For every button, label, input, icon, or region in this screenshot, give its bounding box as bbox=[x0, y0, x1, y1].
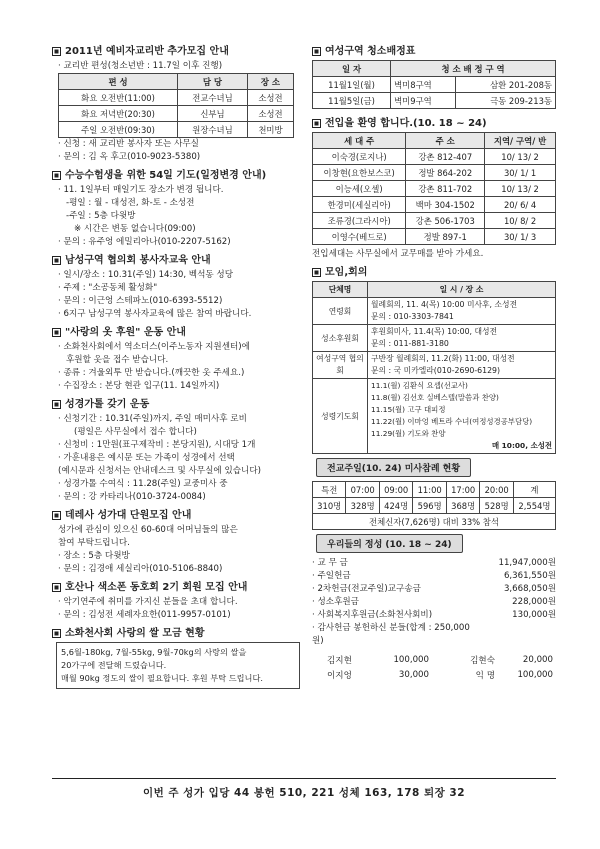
text-line: · 가훈내용은 예시문 또는 가족이 성경에서 선택 bbox=[58, 453, 235, 463]
table-cell: 벽미8구역 bbox=[391, 77, 456, 93]
table-cell: 구반장 월례회의, 11.2(화) 11:00, 대성전 문의 : 국 미카엘라(010-2690-6129) bbox=[368, 352, 556, 379]
section-title: 데레사 성가대 단원모집 안내 bbox=[52, 506, 300, 521]
table-cell: 화요 오전반(11:00) bbox=[59, 90, 178, 106]
table-cell: 이숙경(로지나) bbox=[313, 149, 406, 165]
table-header: 지역/ 구역/ 반 bbox=[485, 133, 556, 149]
text-line: · 신청 : 새 교리반 봉사자 또는 사무실 bbox=[58, 139, 199, 149]
text-line: · 소화천사회에서 역소더스(이주노동자 지원센터)에 bbox=[58, 342, 250, 352]
table-cell: 11.1(월) 김환식 요셉(선교사) 11.8(월) 김선호 실베스텔(말씀과 찬양) 11.15(월) 고구 대피정 11.22(월) 이마엉 베트라 수녀(여정성경공부담당) 11.29(월) 기도와 찬양 매 10:00, 소성전 bbox=[368, 379, 556, 454]
square-bullet-icon bbox=[52, 583, 61, 592]
section-title: "사랑의 옷 후원" 운동 안내 bbox=[52, 323, 300, 338]
section-title: 수능수험생을 위한 54일 기도(일정변경 안내) bbox=[52, 166, 300, 181]
table-cell: 310명 bbox=[313, 498, 346, 514]
table-cell: 강촌 811-702 bbox=[406, 181, 485, 197]
table-cell: 이영수(베드로) bbox=[313, 229, 406, 245]
text-line: 5,6월-180kg, 7월-55kg, 9월-70kg의 사랑의 쌀을 bbox=[61, 647, 247, 657]
table-cell: 11월5일(금) bbox=[313, 93, 391, 109]
table-cell: 조류경(그라시아) bbox=[313, 213, 406, 229]
table-cell: 30/ 1/ 3 bbox=[485, 229, 556, 245]
table-cell: 극동 209-213동 bbox=[455, 93, 555, 109]
cleaning-table bbox=[312, 60, 556, 109]
table-cell: 신부님 bbox=[178, 106, 248, 122]
table-cell: 2,554명 bbox=[513, 498, 555, 514]
table-cell: 07:00 bbox=[346, 482, 380, 498]
table-cell: 주일 오전반(09:30) bbox=[59, 122, 178, 138]
text-line: · 장소 : 5층 다윗방 bbox=[58, 551, 130, 561]
giving-row: · 2차헌금(전교주일)교구송금 3,668,050원 bbox=[312, 584, 556, 594]
text-line: 참여 부탁드립니다. bbox=[58, 538, 130, 548]
table-cell: 김현숙 bbox=[470, 655, 495, 666]
text-line: · 문의 : 김성전 세례자요한(011-9957-0101) bbox=[58, 610, 231, 620]
square-bullet-icon bbox=[52, 171, 61, 180]
text-line: (예시문과 신청서는 안내데스크 및 사무실에 있습니다) bbox=[58, 466, 261, 476]
table-cell: 연령회 bbox=[313, 298, 368, 325]
table-cell: 소성전 bbox=[247, 106, 293, 122]
table-cell: 368명 bbox=[446, 498, 480, 514]
table-cell: 528명 bbox=[480, 498, 514, 514]
table-cell: 강촌 506-1703 bbox=[406, 213, 485, 229]
section-title: 2011년 예비자교리반 추가모집 안내 bbox=[52, 42, 300, 57]
table-cell: 100,000 bbox=[517, 669, 553, 680]
square-bullet-icon bbox=[52, 400, 61, 409]
table-cell: 전교수녀님 bbox=[178, 90, 248, 106]
attendance-table bbox=[312, 481, 556, 530]
square-bullet-icon bbox=[312, 268, 321, 277]
text-line: · 문의 : 강 카타리나(010-3724-0084) bbox=[58, 492, 206, 502]
newcomers-note: 전입세대는 사무실에서 교무매를 받아 가세요. bbox=[312, 249, 484, 259]
table-cell: 화요 저녁반(20:30) bbox=[59, 106, 178, 122]
table-cell: 여성구역 협의회 bbox=[313, 352, 368, 379]
giving-row: · 교 무 금 11,947,000원 bbox=[312, 558, 556, 568]
table-cell: 월례회의, 11. 4(목) 10:00 미사후, 소성전 문의 : 010-3303-7841 bbox=[368, 298, 556, 325]
text-line: · 일시/장소 : 10.31(주일) 14:30, 벡석동 성당 bbox=[58, 270, 234, 280]
text-line: · 문의 : 김 옥 후고(010-9023-5380) bbox=[58, 152, 201, 162]
square-bullet-icon bbox=[52, 511, 61, 520]
text-line: ※ 시간은 변동 없습니다(09:00) bbox=[74, 224, 196, 234]
table-header: 주 소 bbox=[406, 133, 485, 149]
table-cell: 계 bbox=[513, 482, 555, 498]
text-line: 후원할 옷을 접수 받습니다. bbox=[66, 355, 169, 365]
table-cell: 10/ 13/ 2 bbox=[485, 181, 556, 197]
hymn-footer: 이번 주 성가 입당 44 봉헌 510, 221 성체 163, 178 퇴장 32 bbox=[52, 778, 556, 800]
table-cell: 삼환 201-208동 bbox=[455, 77, 555, 93]
table-cell: 이능세(오셀) bbox=[313, 181, 406, 197]
table-header: 일 시 / 장 소 bbox=[368, 282, 556, 298]
text-line: 20가구에 전달해 드렸습니다. bbox=[61, 660, 167, 670]
table-cell: 익 명 bbox=[475, 670, 495, 681]
text-line: · 6지구 남성구역 봉사자교육에 많은 참여 바랍니다. bbox=[58, 309, 252, 319]
table-header: 담 당 bbox=[178, 74, 248, 90]
text-line: · 주제 : "소공동체 활성화" bbox=[58, 283, 158, 293]
table-cell: 424명 bbox=[379, 498, 413, 514]
table-cell: 강촌 812-407 bbox=[406, 149, 485, 165]
table-cell: 이창현(요한보스코) bbox=[313, 165, 406, 181]
newcomers-table bbox=[312, 132, 556, 245]
section-title: 여성구역 청소배정표 bbox=[312, 42, 556, 57]
table-cell: 원장수녀님 bbox=[178, 122, 248, 138]
square-bullet-icon bbox=[52, 256, 61, 265]
rice-box bbox=[56, 642, 300, 689]
table-header: 세 대 주 bbox=[313, 133, 406, 149]
catechism-table bbox=[58, 73, 294, 138]
table-cell: 10/ 13/ 2 bbox=[485, 149, 556, 165]
text-line: · 악기연주에 취미를 가지신 분들을 초대 합니다. bbox=[58, 597, 238, 607]
text-line: · 신청기간 : 10.31(주일)까지, 주일 매미사후 로비 bbox=[58, 414, 247, 424]
table-cell: 100,000 bbox=[393, 654, 429, 665]
square-bullet-icon bbox=[312, 119, 321, 128]
table-cell: 10/ 8/ 2 bbox=[485, 213, 556, 229]
square-bullet-icon bbox=[52, 629, 61, 638]
giving-row: · 사회복지후원금(소화천사회비) 130,000원 bbox=[312, 610, 556, 620]
table-cell: 17:00 bbox=[446, 482, 480, 498]
table-cell: 한경미(세실리아) bbox=[313, 197, 406, 213]
table-header: 장 소 bbox=[247, 74, 293, 90]
table-cell: 328명 bbox=[346, 498, 380, 514]
table-cell: 백마 304-1502 bbox=[406, 197, 485, 213]
section-title: 전입을 환영 합니다.(10. 18 ~ 24) bbox=[312, 114, 556, 129]
table-cell: 이지엉 bbox=[327, 670, 352, 681]
right-column bbox=[312, 40, 556, 682]
table-cell: 596명 bbox=[413, 498, 447, 514]
text-line: · 종류 : 겨울외투 만 받습니다.(깨끗한 옷 주세요.) bbox=[58, 368, 245, 378]
table-cell: 11월1일(월) bbox=[313, 77, 391, 93]
text-line: · 11. 1일부터 매일기도 장소가 변경 됩니다. bbox=[58, 185, 224, 195]
text-line: · 수집장소 : 본당 현관 입구(11. 14일까지) bbox=[58, 381, 220, 391]
text-line: 매월 90kg 정도의 쌀이 필요합니다. 후원 부탁 드립니다. bbox=[61, 673, 263, 683]
table-header: 청 소 배 정 구 역 bbox=[391, 61, 556, 77]
table-cell: 09:00 bbox=[379, 482, 413, 498]
left-column bbox=[52, 40, 300, 689]
giving-title: 우리들의 정성 (10. 18 ~ 24) bbox=[316, 534, 463, 553]
text-line: -주일 : 5층 다윗방 bbox=[66, 211, 136, 221]
table-cell: 벽미9구역 bbox=[391, 93, 456, 109]
text-line: (평일은 사무실에서 접수 합니다) bbox=[74, 427, 197, 437]
attendance-title: 전교주일(10. 24) 미사참례 현황 bbox=[316, 458, 471, 477]
table-cell: 천미방 bbox=[247, 122, 293, 138]
table-cell: 전체신자(7,626명) 대비 33% 참석 bbox=[313, 514, 556, 530]
table-cell: 30,000 bbox=[398, 669, 429, 680]
giving-row: · 성소후원금 228,000원 bbox=[312, 597, 556, 607]
text-line: · 신청비 : 1만원(표구제작비 : 본당지원), 시대당 1개 bbox=[58, 440, 256, 450]
table-cell: 20/ 6/ 4 bbox=[485, 197, 556, 213]
text-line: · 성경가톨 수여식 : 11.28(주일) 교중미사 중 bbox=[58, 479, 228, 489]
table-cell: 김지현 bbox=[327, 655, 352, 666]
table-cell: 성령기도회 bbox=[313, 379, 368, 454]
table-header: 편 성 bbox=[59, 74, 178, 90]
table-cell: 성소후원회 bbox=[313, 325, 368, 352]
giving-row: · 주일헌금 6,361,550원 bbox=[312, 571, 556, 581]
section-title: 모임,회의 bbox=[312, 263, 556, 278]
square-bullet-icon bbox=[52, 328, 61, 337]
table-cell: 30/ 1/ 1 bbox=[485, 165, 556, 181]
section-title: 남성구역 협의회 봉사자교육 안내 bbox=[52, 251, 300, 266]
section-title: 성경가톨 갖기 운동 bbox=[52, 395, 300, 410]
table-header: 일 자 bbox=[313, 61, 391, 77]
table-cell: 20,000 bbox=[522, 654, 553, 665]
table-cell: 특전 bbox=[313, 482, 346, 498]
meetings-table bbox=[312, 281, 556, 454]
text-line: -평일 : 월 - 대성전, 화-토 - 소성전 bbox=[66, 198, 195, 208]
text-line: 성가에 관심이 있으신 60-60대 어머님들의 많은 bbox=[58, 525, 238, 535]
text-line: · 문의 : 김경애 세실리아(010-5106-8840) bbox=[58, 564, 223, 574]
square-bullet-icon bbox=[312, 47, 321, 56]
table-cell: 정발 897-1 bbox=[406, 229, 485, 245]
table-cell: 정발 864-202 bbox=[406, 165, 485, 181]
giving-row: · 감사헌금 봉헌하신 분들(합계 : 250,000원) bbox=[312, 623, 470, 646]
donors-table bbox=[324, 652, 556, 682]
catechism-sub: · 교리반 편성(청소년반 : 11.7일 이후 진행) bbox=[58, 61, 223, 71]
section-title: 소화천사회 사랑의 쌀 모금 현황 bbox=[52, 624, 300, 639]
section-title: 호산나 색소폰 동호회 2기 회원 모집 안내 bbox=[52, 578, 300, 593]
text-line: · 문의 : 유주엉 에밀리아나(010-2207-5162) bbox=[58, 237, 231, 247]
table-cell: 후원회미사, 11.4(목) 10:00, 대성전 문의 : 011-881-3180 bbox=[368, 325, 556, 352]
table-cell: 11:00 bbox=[413, 482, 447, 498]
table-cell: 20:00 bbox=[480, 482, 514, 498]
table-header: 단체명 bbox=[313, 282, 368, 298]
text-line: · 문의 : 이근엉 스테파노(010-6393-5512) bbox=[58, 296, 223, 306]
table-cell: 소성전 bbox=[247, 90, 293, 106]
square-bullet-icon bbox=[52, 47, 61, 56]
